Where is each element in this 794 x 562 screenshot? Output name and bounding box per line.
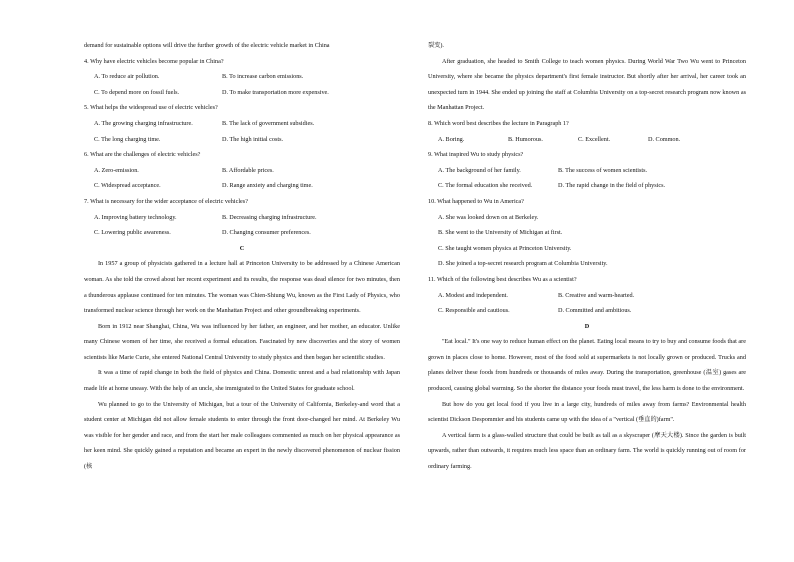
- passage-c-paragraph-1: In 1957 a group of physicists gathered in a lecture hall at Princeton University to be addressed by a Chinese American woman. As she told the crowd about her recent experiment and its results, the response was dead silence for two minutes, then a thunderous applause continued for ten minutes. The woman was Chien-Shiung Wu, known as the First Lady of Physics, who transformed nuclear science through her work on the Manhattan Project and other groundbreaking experiments.: [84, 260, 400, 315]
- question-stem: 6. What are the challenges of electric vehicles?: [84, 151, 201, 159]
- option-d: D. Range anxiety and charging time.: [222, 182, 313, 190]
- passage-d-paragraph-3: A vertical farm is a glass-walled structure that could be built as tall as a skyscraper (摩天大楼). Since the garden is built upwards, rather than outwards, it requires much less space than an ordinary farm. The world is quickly running out of room for ordinary farming.: [428, 431, 746, 471]
- option-a: A. Improving battery technology.: [94, 213, 177, 221]
- option-b: B. Decreasing charging infrastructure.: [222, 213, 317, 221]
- question-6: [84, 147, 400, 194]
- section-heading-c: C: [239, 244, 245, 252]
- left-column: [84, 38, 400, 475]
- option-d: D. Committed and ambitious.: [558, 307, 632, 315]
- option-c: C. To depend more on fossil fuels.: [94, 88, 180, 96]
- question-5: [84, 100, 400, 147]
- option-a: A. Modest and independent.: [438, 291, 508, 299]
- passage-d-paragraph-2: But how do you get local food if you live in a large city, hundreds of miles away from farms? Environmental health scientist Dickson Despommier and his students came up with the idea of a "vertical (垂直的)farm".: [428, 400, 746, 424]
- option-b: B. Affordable prices.: [222, 166, 274, 174]
- question-7: [84, 194, 400, 241]
- passage-c-paragraph-4: Wu planned to go to the University of Michigan, but a tour of the University of California, Berkeley-and word that a student center at Michigan did not allow female students to enter through the front door-changed her mind. At Berkeley Wu was visible for her gender and race, and from the start her male colleagues commented as much on her physical appearance as her keen mind. She quickly gained a reputation and became an expert in the newly discovered phenomenon of nuclear fission (核: [84, 400, 400, 471]
- option-b: B. The success of women scientists.: [558, 166, 648, 174]
- option-b: B. Creative and warm-hearted.: [558, 291, 635, 299]
- option-c: C. Responsible and cautious.: [438, 307, 510, 315]
- option-d: D. To make transportation more expensive.: [222, 88, 329, 96]
- option-c: C. The formal education she received.: [438, 182, 533, 190]
- question-stem: 11. Which of the following best describes Wu as a scientist?: [428, 275, 577, 283]
- right-column: [428, 38, 746, 475]
- option-b: B. Humorous.: [508, 135, 543, 143]
- question-8: [428, 116, 746, 147]
- option-a: A. To reduce air pollution.: [94, 73, 160, 81]
- passage-c-continuation: 裂变).: [428, 42, 444, 49]
- option-d: D. Changing consumer preferences.: [222, 229, 311, 237]
- option-c: C. Excellent.: [578, 135, 611, 143]
- option-c: C. She taught women physics at Princeton University.: [438, 244, 572, 252]
- option-b: B. To increase carbon emissions.: [222, 73, 304, 81]
- question-11: [428, 272, 746, 319]
- option-a: A. She was looked down on at Berkeley.: [438, 213, 539, 221]
- option-d: D. Common.: [648, 135, 681, 143]
- option-d: D. She joined a top-secret research program at Columbia University.: [438, 260, 608, 268]
- question-9: [428, 147, 746, 194]
- option-b: B. She went to the University of Michigan at first.: [438, 229, 563, 237]
- option-c: C. Lowering public awareness.: [94, 229, 171, 237]
- option-b: B. The lack of government subsidies.: [222, 119, 315, 127]
- passage-c-paragraph-5: After graduation, she headed to Smith College to teach women physics. During World War Two Wu went to Princeton University, where she became the physics department's first female instructor. But shortly after her arrival, her career took an unexpected turn in 1944. She ended up joining the staff at Columbia University on a top-secret research program now known as the Manhattan Project.: [428, 57, 746, 112]
- question-stem: 5. What helps the widespread use of electric vehicles?: [84, 104, 218, 112]
- question-stem: 7. What is necessary for the wider acceptance of electric vehicles?: [84, 197, 248, 205]
- passage-c-paragraph-2: Born in 1912 near Shanghai, China, Wu was influenced by her father, an engineer, and her mother, an educator. Unlike many Chinese women of her time, she received a formal education. Fascinated by new discoveries and the story of women scientists like Marie Curie, she entered National Central University to study physics and then began her scientific studies.: [84, 322, 400, 361]
- option-a: A. Zero-emission.: [94, 166, 139, 174]
- question-4: [84, 54, 400, 101]
- passage-c-paragraph-3: It was a time of rapid change in both the field of physics and China. Domestic unrest and a bad relationship with Japan made life at home uneasy. With the help of an uncle, she immigrated to the United States for graduate school.: [84, 369, 400, 393]
- option-a: A. The background of her family.: [438, 166, 521, 174]
- option-c: C. The long charging time.: [94, 135, 161, 143]
- option-c: C. Widespread acceptance.: [94, 182, 161, 190]
- question-stem: 10. What happened to Wu in America?: [428, 197, 524, 205]
- question-10: [428, 194, 746, 272]
- question-stem: 4. Why have electric vehicles become popular in China?: [84, 57, 224, 65]
- passage-d-paragraph-1: "Eat local." It's one way to reduce human effect on the planet. Eating local means to try to buy and consume foods that are grown in places close to home. However, most of the food sold at supermarkets is not locally grown or produced. Trucks and planes deliver these foods from hundreds or thousands of miles away. During the transportation, greenhouse (温室) gases are produced, causing global warming. So the shorter the distance your foods must travel, the less harm is done to the environment.: [428, 338, 746, 393]
- option-a: A. Boring.: [438, 135, 465, 143]
- option-d: D. The high initial costs.: [222, 135, 284, 143]
- question-stem: 9. What inspired Wu to study physics?: [428, 151, 524, 159]
- question-stem: 8. Which word best describes the lecture in Paragraph 1?: [428, 119, 569, 127]
- section-heading-d: D: [584, 322, 590, 330]
- passage-b-ending: demand for sustainable options will drive the further growth of the electric vehicle market in China: [84, 42, 330, 49]
- option-d: D. The rapid change in the field of physics.: [558, 182, 666, 190]
- option-a: A. The growing charging infrastructure.: [94, 119, 193, 127]
